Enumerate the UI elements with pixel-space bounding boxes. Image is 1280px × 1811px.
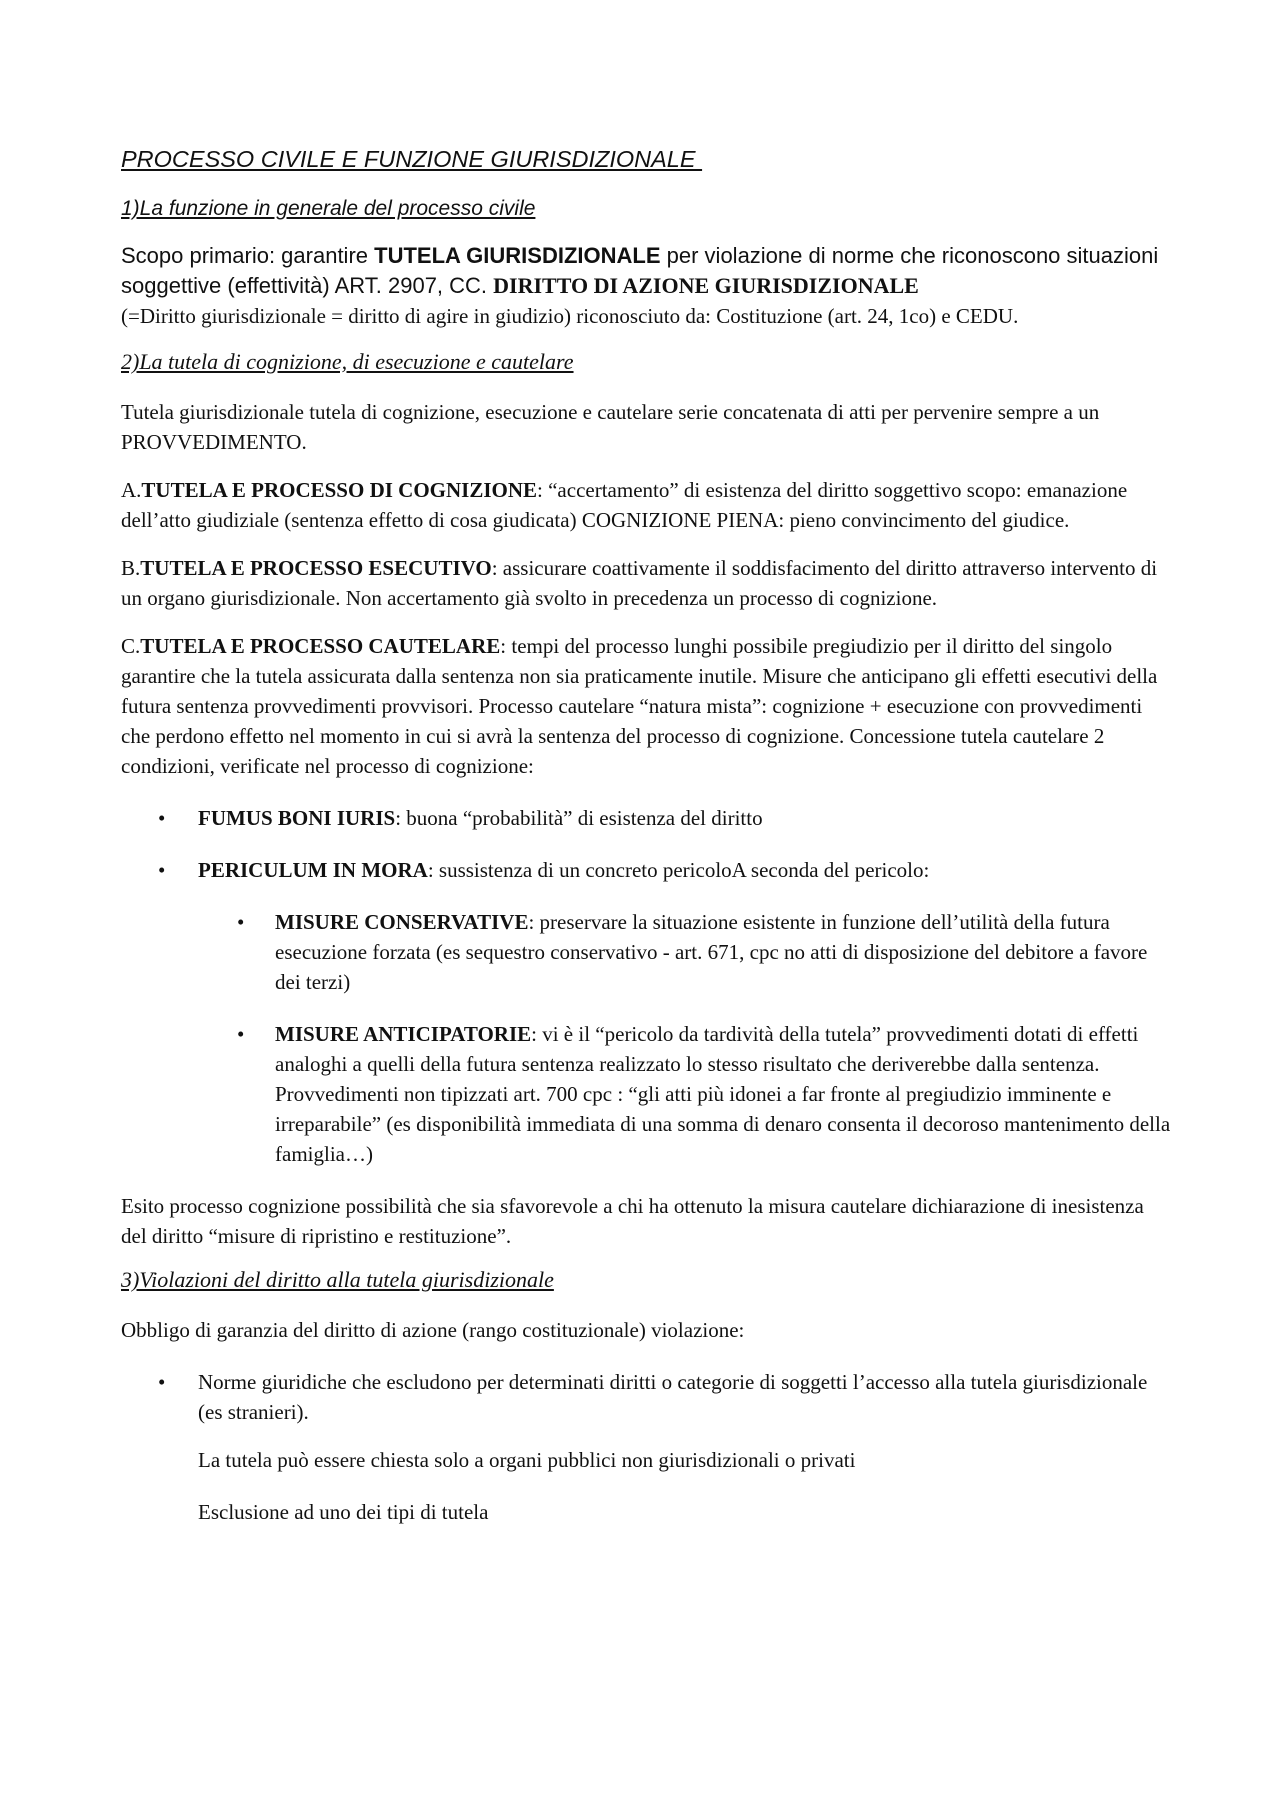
bullet-icon: • — [158, 858, 166, 882]
p1-text-c: per violazione di norme che riconoscono situazioni soggettive (effettività) ART. 2907, CC. — [121, 243, 1159, 298]
violation-line-2: La tutela può essere chiesta solo a organi pubblici non giurisdizionali o privati — [198, 1448, 856, 1472]
paragraph-b — [121, 553, 1171, 613]
paragraph-a-text: : “accertamento” di esistenza del diritto soggettivo scopo: emanazione dell’atto giudiziale (sentenza effetto di cosa giudicata) COGNIZIONE PIENA: pieno convincimento del giudice. — [121, 478, 1128, 532]
paragraph-a-prefix: A. — [121, 478, 142, 502]
list-item-text: : buona “probabilità” di esistenza del diritto — [395, 806, 763, 830]
list-item-bold: PERICULUM IN MORA — [198, 858, 428, 882]
list-item — [121, 1367, 1171, 1427]
list-item-bold: MISURE ANTICIPATORIE — [275, 1022, 532, 1046]
section-1-heading: 1)La funzione in generale del processo civile — [121, 197, 536, 220]
section-3-intro: Obbligo di garanzia del diritto di azione (rango costituzionale) violazione: — [121, 1318, 745, 1342]
violation-line-3: Esclusione ad uno dei tipi di tutela — [198, 1500, 489, 1524]
p1-bold-diritto: DIRITTO DI AZIONE GIURISDIZIONALE — [493, 273, 919, 298]
page-title: PROCESSO CIVILE E FUNZIONE GIURISDIZIONALE — [121, 146, 703, 172]
paragraph-c-prefix: C. — [121, 634, 141, 658]
paragraph-b-text: : assicurare coattivamente il soddisfacimento del diritto attraverso intervento di un organo giurisdizionale. Non accertamento già svolto in precedenza un processo di cognizione. — [121, 556, 1158, 610]
list-item — [121, 803, 1171, 833]
bullet-icon: • — [237, 910, 245, 934]
document-body — [121, 146, 1171, 1549]
paragraph-a — [121, 475, 1171, 535]
list-item-text: : preservare la situazione esistente in funzione dell’utilità della futura esecuzione forzata (es sequestro conservativo - art. 671, cpc no atti di disposizione del debitore a favore dei terzi) — [275, 910, 1148, 994]
bullet-icon: • — [158, 1370, 166, 1394]
bullet-icon: • — [237, 1022, 245, 1046]
section-2-outcome: Esito processo cognizione possibilità che sia sfavorevole a chi ha ottenuto la misura cautelare dichiarazione di inesistenza del diritto “misure di ripristino e restituzione”. — [121, 1194, 1144, 1248]
p1-bold-tutela: TUTELA GIURISDIZIONALE — [374, 243, 661, 268]
bullet-icon: • — [158, 806, 166, 830]
section-2-intro: Tutela giurisdizionale tutela di cognizione, esecuzione e cautelare serie concatenata di atti per pervenire sempre a un PROVVEDIMENTO. — [121, 400, 1100, 454]
section-3-heading: 3)Violazioni del diritto alla tutela giurisdizionale — [121, 1267, 554, 1292]
list-item-bold: FUMUS BONI IURIS — [198, 806, 396, 830]
list-item — [121, 855, 1171, 885]
paragraph-b-prefix: B. — [121, 556, 141, 580]
conditions-list — [121, 803, 1171, 885]
violations-list — [121, 1367, 1171, 1427]
paragraph-b-bold: TUTELA E PROCESSO ESECUTIVO — [140, 556, 492, 580]
p1-text-e: (=Diritto giurisdizionale = diritto di agire in giudizio) riconosciuto da: Costituzione (art. 24, 1co) e CEDU. — [121, 304, 1019, 328]
list-item-text: : sussistenza di un concreto pericoloA seconda del pericolo: — [427, 858, 930, 882]
paragraph-c-bold: TUTELA E PROCESSO CAUTELARE — [140, 634, 501, 658]
p1-text-a: Scopo primario: garantire — [121, 243, 375, 268]
list-item-bold: MISURE CONSERVATIVE — [275, 910, 529, 934]
measures-list — [121, 907, 1171, 1169]
paragraph-c-text: : tempi del processo lunghi possibile pregiudizio per il diritto del singolo garantire che la tutela assicurata dalla sentenza non sia praticamente inutile. Misure che anticipano gli effetti esecutivi della futura sentenza provvedimenti provvisori. Processo cautelare “natura mista”: cognizione + esecuzione con provvedimenti che perdono effetto nel momento in cui si avrà la sentenza del processo di cognizione. Concessione tutela cautelare 2 condizioni, verificate nel processo di cognizione: — [121, 634, 1158, 778]
list-item-text: : vi è il “pericolo da tardività della tutela” provvedimenti dotati di effetti analoghi a quelli della futura sentenza realizzato lo stesso risultato che deriverebbe dalla sentenza. Provvedimenti non tipizzati art. 700 cpc : “gli atti più idonei a far fronte al pregiudizio imminente e irreparabile” (es disponibilità immediata di una somma di denaro consenta il decoroso mantenimento della famiglia…) — [275, 1022, 1171, 1166]
section-2-heading: 2)La tutela di cognizione, di esecuzione e cautelare — [121, 349, 574, 374]
paragraph-c — [121, 631, 1171, 781]
list-item — [121, 1019, 1171, 1169]
list-item-text: Norme giuridiche che escludono per determinati diritti o categorie di soggetti l’accesso alla tutela giurisdizionale (es stranieri). — [198, 1370, 1148, 1424]
paragraph-a-bold: TUTELA E PROCESSO DI COGNIZIONE — [141, 478, 538, 502]
list-item — [121, 907, 1171, 997]
section-1-paragraph — [121, 241, 1171, 331]
